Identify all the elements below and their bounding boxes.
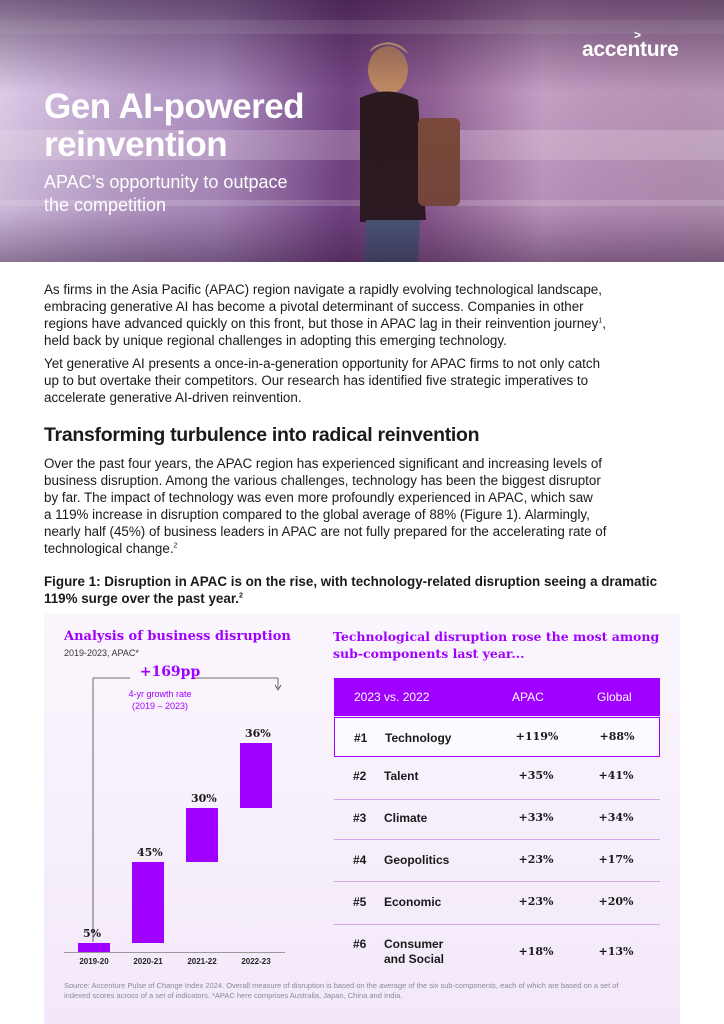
growth-value: +169pp bbox=[139, 664, 201, 680]
x-axis bbox=[64, 952, 285, 953]
header-comparison: 2023 vs. 2022 bbox=[354, 690, 430, 704]
bar-2021-22 bbox=[186, 808, 218, 862]
x-tick: 2019-20 bbox=[79, 957, 109, 966]
x-tick: 2020-21 bbox=[133, 957, 163, 966]
table-row: #5 Economic +23% +20% bbox=[353, 895, 634, 909]
bar-label: 5% bbox=[83, 927, 102, 940]
x-tick: 2022-23 bbox=[241, 957, 271, 966]
row-divider bbox=[334, 839, 660, 840]
table-row: #1 Technology +119% +88% bbox=[334, 717, 660, 757]
header-global: Global bbox=[597, 690, 632, 704]
table-header bbox=[334, 678, 660, 716]
table-row: #6 Consumer and Social +18% +13% bbox=[353, 937, 634, 966]
figure-caption: Figure 1: Disruption in APAC is on the rise, with technology-related disruption seeing a dramatic 119% surge over the past year.$^2$ bbox=[44, 574, 658, 606]
bar-2019-20 bbox=[78, 943, 110, 952]
intro-paragraph-1: As firms in the Asia Pacific (APAC) region navigate a rapidly evolving technological landscape, embracing generative AI has become a pivotal determinant of success. Companies in other regions have advanced quickly on this front, but those in APAC lag in their reinvention journey$^1$, held back by unique regional challenges in adopting this emerging technology. bbox=[44, 282, 606, 348]
row-divider bbox=[334, 881, 660, 882]
bar-2022-23 bbox=[240, 743, 272, 808]
chart-title: Analysis of business disruption bbox=[64, 629, 291, 644]
row-divider bbox=[334, 924, 660, 925]
page-subtitle: APAC’s opportunity to outpace the competition bbox=[44, 172, 288, 215]
bar-2020-21 bbox=[132, 862, 164, 943]
chart-subtitle: 2019-2023, APAC* bbox=[64, 648, 139, 658]
figure-source: Source: Accenture Pulse of Change Index 2024. Overall measure of disruption is based on the average of the six sub-components, each of which are based on a set of indexed scores across of a set of indicators. *APAC here comprises Australia, Japan, China and India. bbox=[64, 981, 619, 1000]
intro-paragraph-2: Yet generative AI presents a once-in-a-generation opportunity for APAC firms to not only catch up to but overtake their competitors. Our research has identified five strategic imperatives to accelerate generative AI-driven reinvention. bbox=[44, 356, 601, 405]
page-title: Gen AI-powered reinvention bbox=[44, 87, 305, 164]
section-paragraph: Over the past four years, the APAC region has experienced significant and increasing levels of business disruption. Among the various challenges, technology has been the biggest disruptor by far. The impact of technology was even more profoundly experienced in APAC, which saw a 119% increase in disruption compared to the global average of 88% (Figure 1). Alarmingly, nearly half (45%) of business leaders in APAC are not fully prepared for the accelerating rate of technological change.$^2$ bbox=[44, 456, 607, 556]
x-tick: 2021-22 bbox=[187, 957, 217, 966]
accenture-logo: accenture > bbox=[582, 28, 679, 61]
section-heading: Transforming turbulence into radical reinvention bbox=[44, 424, 480, 446]
table-row: #2 Talent +35% +41% bbox=[353, 769, 634, 783]
bar-label: 45% bbox=[137, 846, 163, 859]
header-apac: APAC bbox=[512, 690, 544, 704]
table-row: #3 Climate +33% +34% bbox=[353, 811, 634, 825]
table-title: Technological disruption rose the most among sub-components last year... bbox=[333, 629, 660, 661]
table-row: #4 Geopolitics +23% +17% bbox=[353, 853, 634, 867]
bar-label: 30% bbox=[191, 792, 217, 805]
growth-label: 4-yr growth rate (2019 – 2023) bbox=[128, 689, 192, 711]
bar-label: 36% bbox=[245, 727, 271, 741]
